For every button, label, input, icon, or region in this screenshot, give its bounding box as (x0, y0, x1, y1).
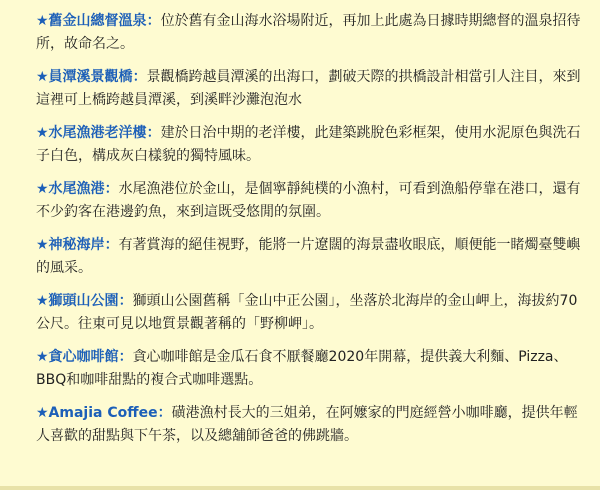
entry-lion-head-park (36, 290, 586, 336)
entry-separator: ： (146, 125, 161, 141)
entry-separator: ： (118, 349, 133, 365)
entry-separator: ： (146, 13, 161, 29)
entry-text: 位於舊有金山海水浴場附近，再加上此處為日據時期總督的溫泉招待所，故命名之。 (36, 13, 581, 52)
entry-text: 獅頭山公園舊稱「金山中正公園」，坐落於北海岸的金山岬上，海拔約70公尺。往東可見以地質景觀著稱的「野柳岬」。 (36, 293, 578, 332)
entry-old-western-house (36, 122, 586, 168)
entry-fishing-port (36, 178, 586, 224)
entry-separator: ： (157, 405, 172, 421)
entry-title: ★水尾漁港老洋樓 (36, 125, 147, 141)
entry-separator: ： (118, 293, 133, 309)
entry-title: ★舊金山總督溫泉 (36, 13, 147, 29)
entry-hot-spring (36, 10, 586, 56)
entry-amajia-coffee (36, 402, 586, 448)
entry-text: 景觀橋跨越員潭溪的出海口，劃破天際的拱橋設計相當引人注目，來到這裡可上橋跨越員潭溪，到溪畔沙灘泡泡水 (36, 69, 581, 108)
entry-mystery-coast (36, 234, 586, 280)
entry-title: ★Amajia Coffee (36, 405, 158, 421)
entry-text: 建於日治中期的老洋樓，此建築跳脫色彩框架，使用水泥原色與洗石子白色，構成灰白樣貌的獨特風味。 (36, 125, 581, 164)
entry-text: 貪心咖啡館是金瓜石食不厭餐廳2020年開幕，提供義大利麵、Pizza、BBQ和咖啡甜點的複合式咖啡選點。 (36, 349, 568, 388)
entry-title: ★水尾漁港 (36, 181, 105, 197)
entry-separator: ： (104, 237, 119, 253)
entry-separator: ： (104, 181, 119, 197)
entry-bridge (36, 66, 586, 112)
entry-separator: ： (132, 69, 147, 85)
bottom-divider (0, 486, 600, 490)
entry-title: ★貪心咖啡館 (36, 349, 119, 365)
entry-title: ★神秘海岸 (36, 237, 105, 253)
entry-text: 水尾漁港位於金山，是個寧靜純樸的小漁村，可看到漁船停靠在港口，還有不少釣客在港邊釣魚，來到這既受悠閒的氛圍。 (36, 181, 581, 220)
entry-title: ★獅頭山公園 (36, 293, 119, 309)
entry-text: 磺港漁村長大的三姐弟，在阿嬤家的門庭經營小咖啡廳，提供年輕人喜歡的甜點與下午茶，以及總舖師爸爸的佛跳牆。 (36, 405, 578, 444)
entry-text: 有著賞海的絕佳視野，能將一片遼闊的海景盡收眼底，順便能一睹燭臺雙嶼的風采。 (36, 237, 581, 276)
entry-title: ★員潭溪景觀橋 (36, 69, 133, 85)
entry-greedy-cafe (36, 346, 586, 392)
